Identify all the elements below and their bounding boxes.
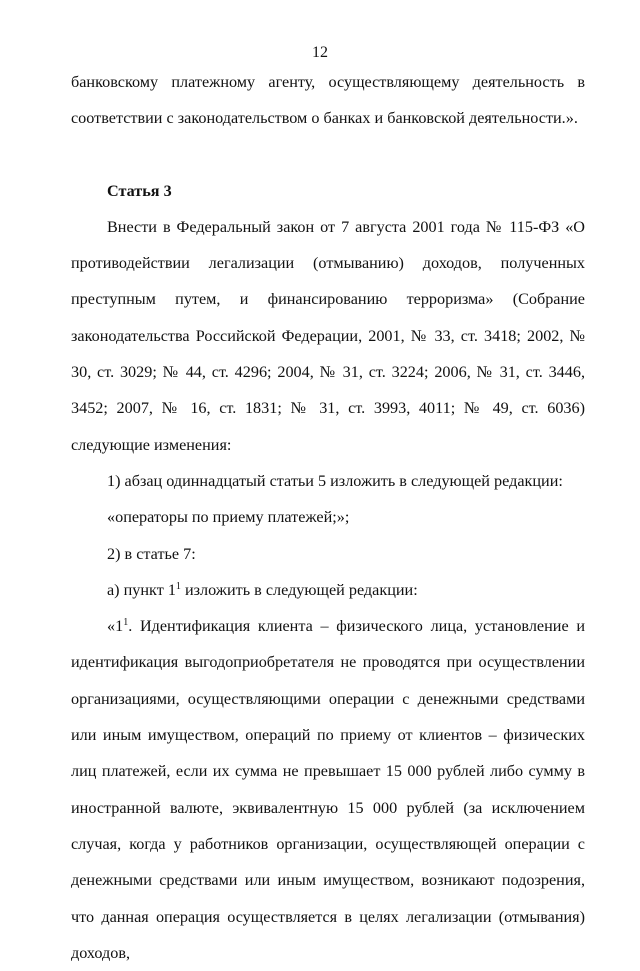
paragraph-continuation: банковскому платежному агенту, осуществляющему деятельность в соответствии с законодательством о банках и банковской деятельности.».	[71, 73, 585, 128]
subitem-a-text-end: изложить в следующей редакции:	[180, 580, 418, 599]
paragraph-subitem-a	[71, 572, 585, 608]
clause-superscript: 1	[123, 617, 129, 629]
paragraph-item-1: 1) абзац одиннадцатый статьи 5 изложить в следующей редакции:	[107, 471, 563, 490]
paragraph-amendment-intro: Внести в Федеральный закон от 7 августа 2001 года № 115-ФЗ «О противодействии легализации (отмыванию) доходов, полученных преступным путем, и финансированию терроризма» (Собрание законодательства Российской Федерации, 2001, № 33, ст. 3418; 2002, № 30, ст. 3029; № 44, ст. 4296; 2004, № 31, ст. 3224; 2006, № 31, ст. 3446, 3452; 2007, № 16, ст. 1831; № 31, ст. 3993, 4011; № 49, ст. 6036) следующие изменения:	[71, 217, 585, 454]
paragraph-quote-operators: «операторы по приему платежей;»;	[107, 508, 350, 527]
document-body	[71, 64, 585, 971]
page-number: 12	[312, 44, 328, 61]
paragraph-item-2: 2) в статье 7:	[107, 544, 196, 563]
paragraph-clause-1-1	[71, 608, 585, 971]
article-heading: Статья 3	[107, 181, 172, 200]
clause-text-end: . Идентификация клиента – физического лица, установление и идентификация выгодоприобретателя не проводятся при осуществлении организациями, осуществляющими операции с денежными средствами или иным имуществом, операций по приему от клиентов – физических лиц платежей, если их сумма не превышает 15 000 рублей либо сумму в иностранной валюте, эквивалентную 15 000 рублей (за исключением случая, когда у работников организации, осуществляющей операции с денежными средствами или иным имуществом, возникают подозрения, что данная операция осуществляется в целях легализации (отмывания) доходов,	[71, 617, 585, 962]
subitem-a-text-start: а) пункт 1	[107, 580, 176, 599]
clause-text-start: «1	[107, 617, 124, 636]
subitem-a-superscript: 1	[175, 580, 181, 592]
